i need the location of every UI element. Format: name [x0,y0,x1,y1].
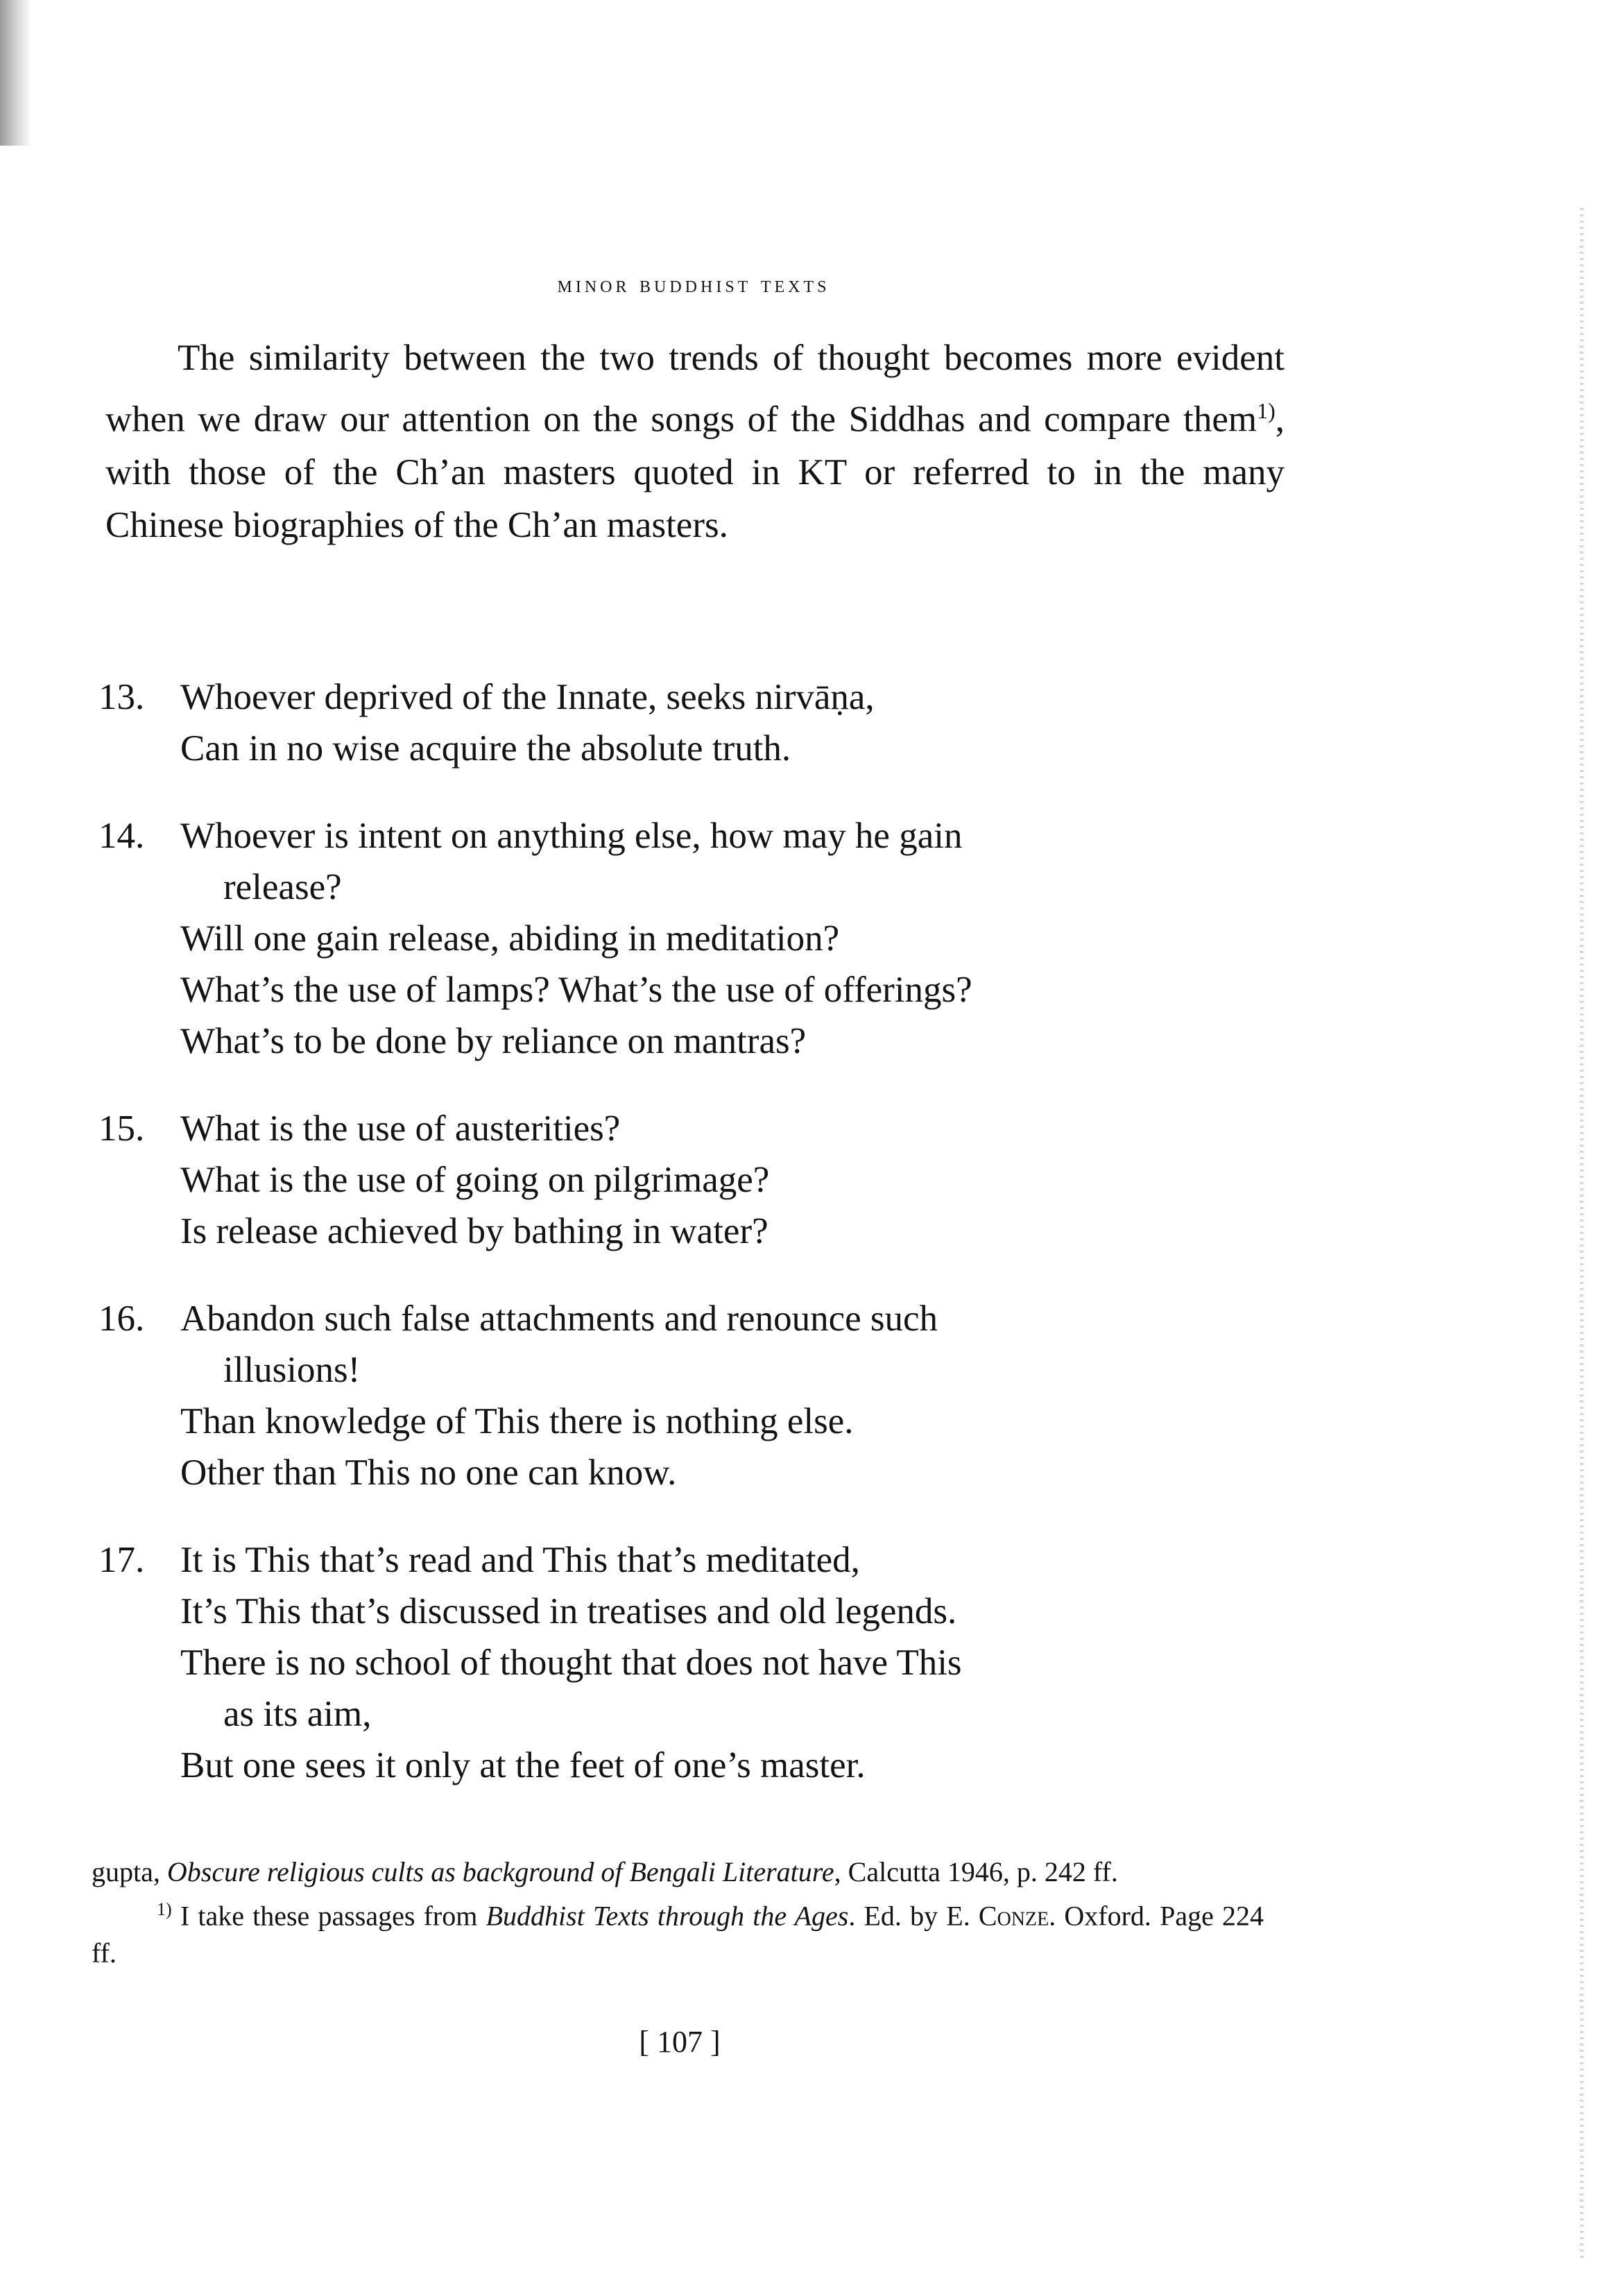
footnote-text: . Ed. by [848,1900,947,1932]
intro-text: The similarity between the two trends of thought becomes more evident when we draw our attention on the songs of the Siddhas and compare them [105,338,1285,440]
verse-15 [90,1103,1283,1257]
footnote-continued [92,1853,1264,1891]
verse-line: It is This that’s read and This that’s meditated, [180,1540,860,1580]
verse-line-continuation: release? [223,867,342,907]
footnote-text: , Calcutta 1946, p. 242 ff. [834,1856,1118,1887]
verse-line: What is the use of austerities? [180,1108,621,1149]
verse-line: Will one gain release, abiding in meditation? [180,918,840,959]
footnote-author: Conze [978,1900,1049,1932]
verse-line: What’s the use of lamps? What’s the use of offerings? [180,970,972,1010]
verse-line: Than knowledge of This there is nothing else. [180,1401,854,1441]
footnote-author-initial: E. [946,1900,979,1932]
page-number: [ 107 ] [639,2025,721,2059]
intro-paragraph [105,332,1285,551]
verse-16 [90,1293,1283,1498]
footnote-title: Buddhist Texts through the Ages [486,1900,849,1932]
footnote-text: gupta, [92,1856,167,1887]
running-header: minor buddhist texts [557,272,830,298]
verse-14 [90,810,1283,1067]
scan-gutter-line [1580,208,1583,2261]
verse-list [90,671,1283,1827]
footnote-text: I take these passages from [171,1900,486,1932]
footnote-ref-1: 1) [1257,398,1276,423]
verse-line: Whoever deprived of the Innate, seeks nirvāṇa, [180,677,875,717]
verse-line: It’s This that’s discussed in treatises and old legends. [180,1591,957,1631]
verse-line: Can in no wise acquire the absolute truth. [180,728,791,769]
verse-line-continuation: as its aim, [223,1694,372,1734]
verse-line: Whoever is intent on anything else, how may he gain [180,816,963,856]
scan-edge-shadow [0,0,32,146]
verse-line: Abandon such false attachments and renounce such [180,1299,938,1339]
verse-number: 14. [98,816,145,856]
footnote-text: . Oxford. Page 224 ff. [92,1900,1264,1969]
verse-line: What’s to be done by reliance on mantras? [180,1021,807,1061]
verse-17 [90,1534,1283,1791]
footnote-mark: 1) [157,1899,172,1919]
verse-line: There is no school of thought that does not have This [180,1643,962,1683]
verse-line: But one sees it only at the feet of one’s master. [180,1745,866,1785]
verse-number: 17. [98,1540,145,1580]
verse-line-continuation: illusions! [223,1350,361,1390]
footnotes [92,1853,1264,1972]
verse-number: 13. [98,677,145,717]
footnote-title: Obscure religious cults as background of Bengali Literature [166,1856,834,1887]
footnote-1 [92,1891,1264,1972]
verse-line: Other than This no one can know. [180,1453,677,1493]
verse-number: 15. [98,1108,145,1149]
verse-line: What is the use of going on pilgrimage? [180,1160,770,1200]
verse-number: 16. [98,1299,145,1339]
verse-13 [90,671,1283,774]
verse-line: Is release achieved by bathing in water? [180,1211,768,1251]
intro-text-continued: , with those of the Ch’an masters quoted in KT or referred to in the many Chinese biographies of the Ch’an masters. [105,399,1285,545]
